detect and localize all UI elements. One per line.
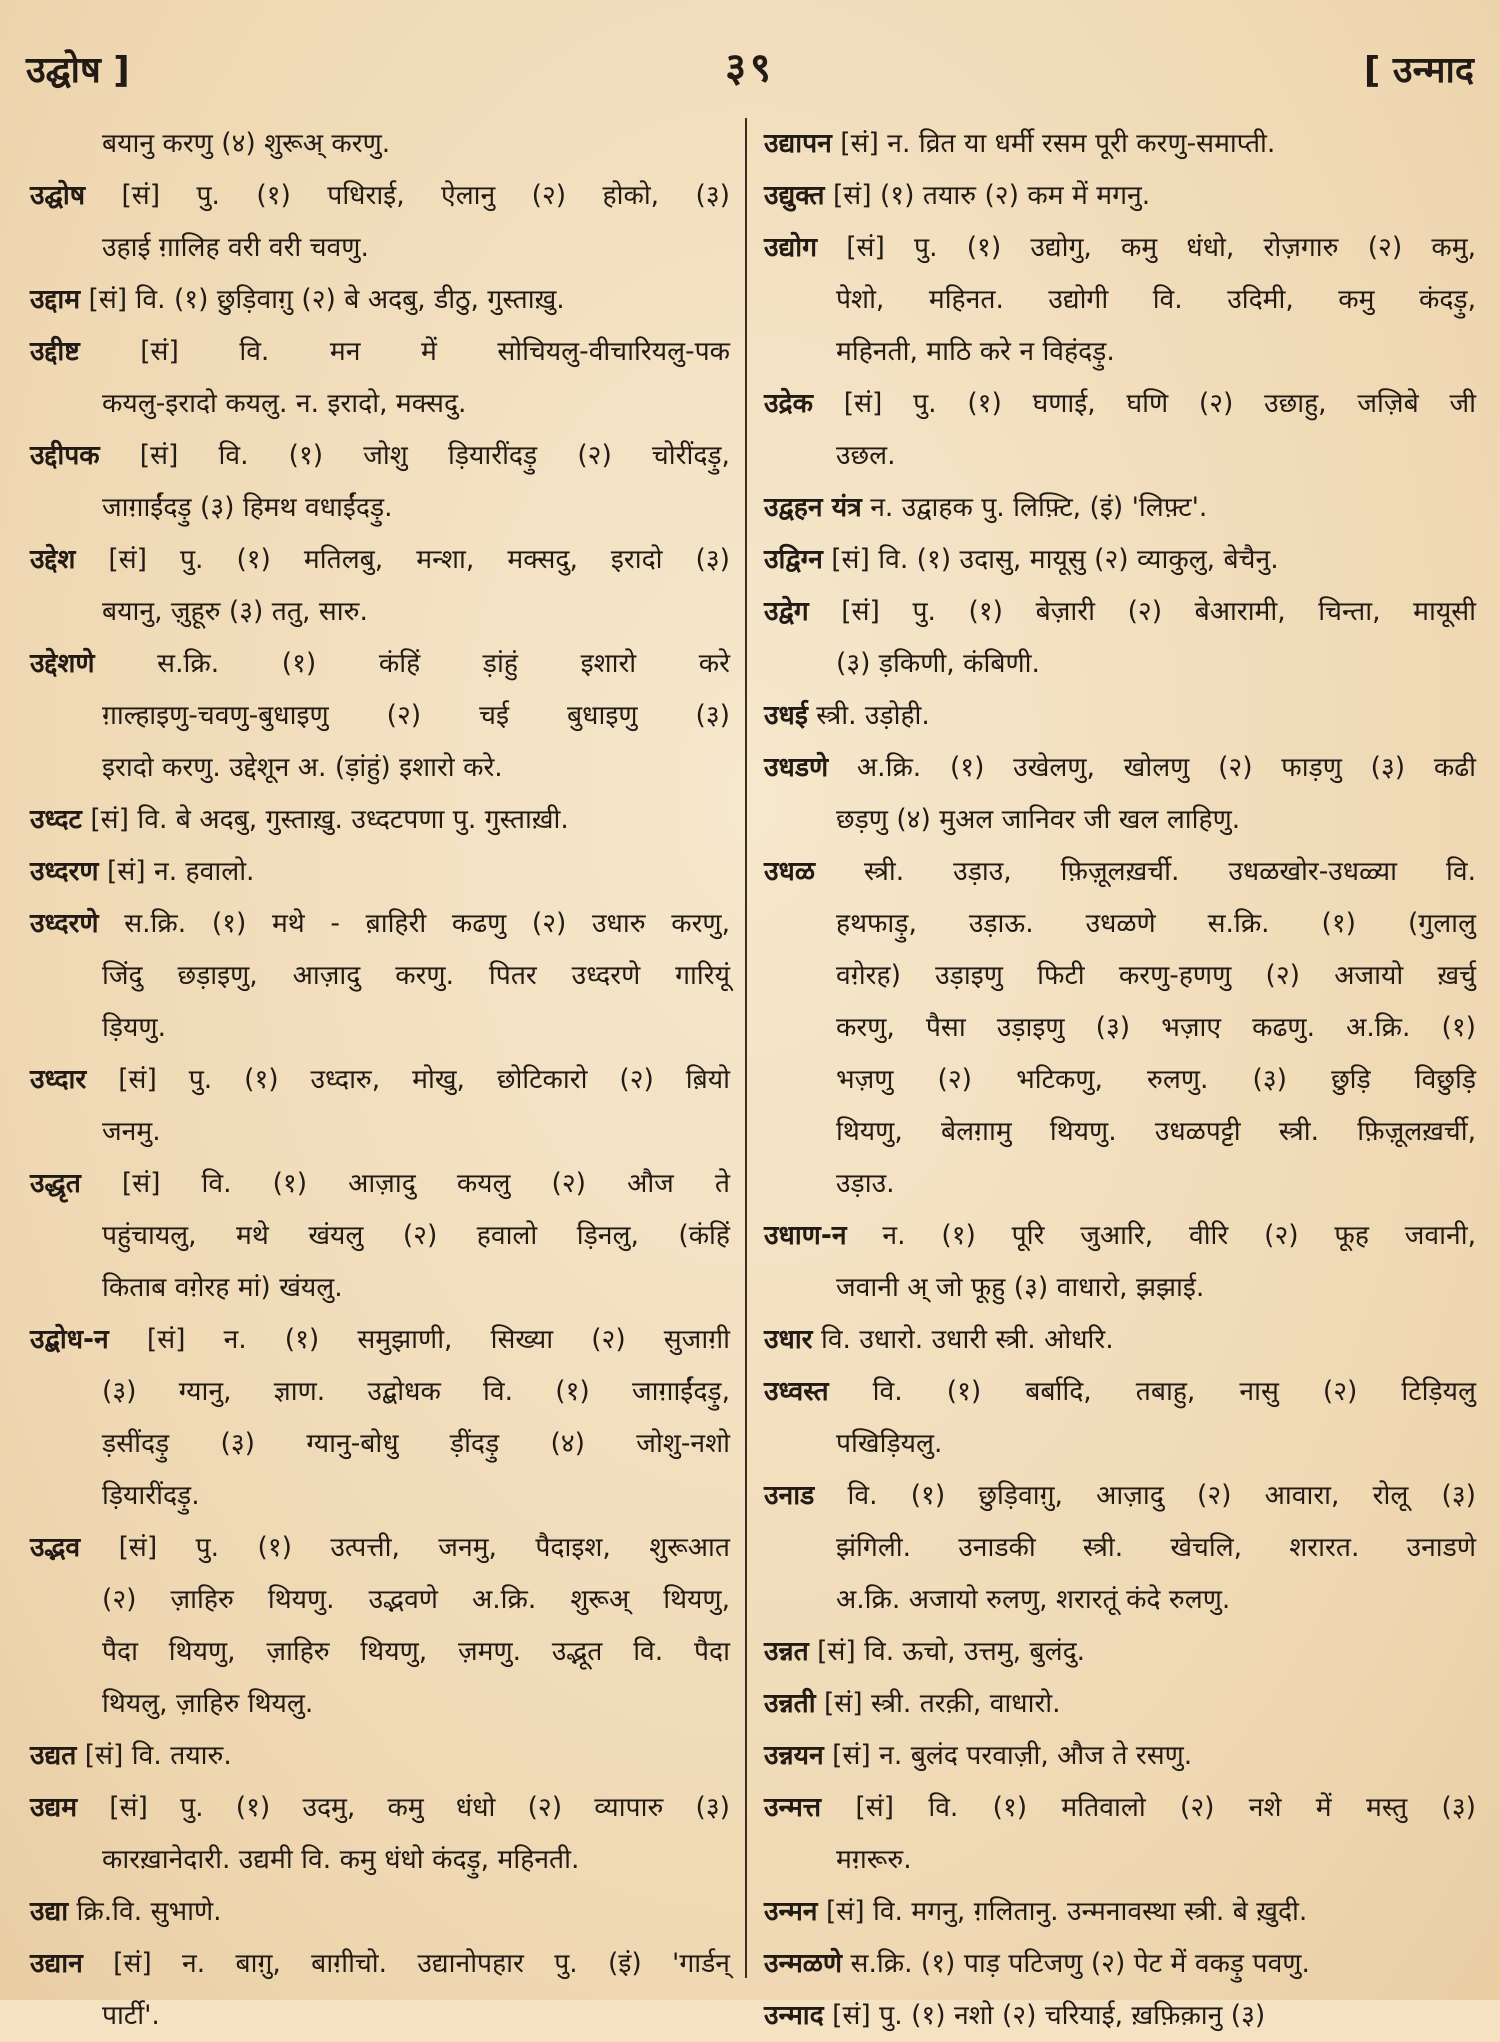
dictionary-entry [764,1314,1476,1366]
entry-first-line [764,1366,1476,1418]
headword: उद्विग्न [764,544,823,575]
entry-continuation-line: ड़सींदड़ु (३) ग्यानु-बोधु ड़ींदड़ु (४) जोशु-नशो [102,1428,730,1459]
headword: उन्माद [764,2000,824,2031]
entry-continuation-line: उछल. [836,440,896,471]
headword: उद्यान [30,1948,83,1979]
entry-continuation-line: उहाई ग़ालिह वरी वरी चवणु. [102,232,369,263]
definition-text: वि. उधारो. उधारी स्त्री. ओधरि. [812,1324,1114,1355]
dictionary-entry [764,1782,1476,1886]
definition-text: [सं] पु. (१) मतिलबु, मन्शा, मक्सदु, इरादो (३) [75,544,730,575]
definition-text: स.क्रि. (१) मथे - ब़ाहिरी कढणु (२) उधारु करणु, [98,908,730,939]
entry-first-line [764,1678,1476,1730]
headword: उद्दीष्ट [30,336,80,367]
right-column [764,118,1476,2031]
right-guide-word: [ उन्माद [1363,50,1474,91]
definition-text: क्रि.वि. सुभाणे. [68,1896,222,1927]
definition-text: स्त्री. उड़ाउ, फ़िज़ूलख़र्ची. उधळखोर-उधळ्या वि. [814,856,1476,887]
entry-continuation-line: कयलु-इरादो कयलु. न. इरादो, मक्सदु. [102,388,467,419]
entry-continuation-line: पेशो, महिनत. उद्योगी वि. उदिमी, कमु कंदड़ु, [836,284,1476,315]
entry-first-line [30,170,730,222]
entry-continuation-line: ड़ियणु. [102,1012,166,1043]
entry-first-line [30,1730,730,1782]
dictionary-entry [30,274,730,326]
headword: उद्देश [30,544,76,575]
dictionary-entry [30,1730,730,1782]
headword: उद्धृत [30,1168,81,1199]
definition-text: [सं] न. (१) समुझाणी, सिख्या (२) सुजाग़ी [108,1324,730,1355]
dictionary-entry [764,1886,1476,1938]
entry-continuation-line: थियणु, बेलग़ामु थियणु. उधळपट्टी स्त्री. फ़िज़ूलख़र्ची, [836,1116,1476,1147]
definition-text: [सं] न. बुलंद परवाज़ी, औज ते रसणु. [823,1740,1193,1771]
entry-first-line [764,1782,1476,1834]
headword: उद्घोष [30,180,86,211]
dictionary-entry [30,846,730,898]
dictionary-entry [764,378,1476,482]
definition-text: [सं] वि. (१) उदासु, मायूसु (२) व्याकुलु, बेचैनु. [822,544,1279,575]
definition-text: स.क्रि. (१) पाड़ पटिजणु (२) पेट में वकड़ु पवणु. [842,1948,1310,1979]
headword: उधळ [764,856,815,887]
headword: उद्यापन [764,128,832,159]
entry-first-line [764,690,1476,742]
entry-continuation-line: करणु, पैसा उड़ाइणु (३) भज़ाए कढणु. अ.क्रि. (१) [836,1012,1476,1043]
entry-continuation-line: (२) ज़ाहिरु थियणु. उद्भवणे अ.क्रि. शुरूअ् थियणु, [102,1584,730,1615]
dictionary-entry [30,794,730,846]
headword: उद्भव [30,1532,81,1563]
page-number: ३९ [725,45,775,91]
entry-first-line [30,1782,730,1834]
headword: उधई [764,700,808,731]
definition-text: [सं] पु. (१) पधिराई, ऐलानु (२) होको, (३) [85,180,730,211]
headword: उद्यत [30,1740,77,1771]
dictionary-entry [764,742,1476,846]
dictionary-entry [764,846,1476,1210]
entry-first-line [30,846,730,898]
entry-continuation-line: बयानु, ज़ुहूरु (३) ततु, सारु. [102,596,368,627]
definition-text: [सं] वि. (१) छुड़िवाग़ु (२) बे अदबु, डीठु, गुस्ताख़ु. [80,284,565,315]
entry-continuation-line: इरादो करणु. उद्देशून अ. (ड़ांहुं) इशारो करे. [102,752,503,783]
entry-continuation-line: कारख़ानेदारी. उद्यमी वि. कमु धंधो कंदड़ु, महिनती. [102,1844,580,1875]
entry-continuation-line: झंगिली. उनाडकी स्त्री. खेचलि, शरारत. उनाडणे [836,1532,1476,1563]
definition-text: अ.क्रि. (१) उखेलणु, खोलणु (२) फाड़णु (३) कढी [828,752,1476,783]
definition-text: [सं] पु. (१) उदमु, कमु धंधो (२) व्यापारु (३) [77,1792,730,1823]
dictionary-entry [30,898,730,1054]
definition-text: [सं] न. व्रित या धर्मी रसम पूरी करणु-समाप्ती. [831,128,1276,159]
dictionary-entry [30,1782,730,1886]
entry-first-line [764,482,1476,534]
dictionary-entry [30,534,730,638]
entry-first-line [30,1054,730,1106]
dictionary-entry [30,1158,730,1314]
entry-first-line [764,170,1476,222]
dictionary-entry [764,1366,1476,1470]
dictionary-entry [30,118,730,170]
dictionary-entry [30,430,730,534]
entry-continuation-line: जनमु. [102,1116,161,1147]
entry-first-line [30,794,730,846]
headword: उध्दार [30,1064,87,1095]
entry-first-line [30,274,730,326]
dictionary-entry [30,326,730,430]
dictionary-entry [30,1522,730,1730]
definition-text: [सं] वि. (१) आज़ादु कयलु (२) औज ते [80,1168,730,1199]
definition-text: [सं] पु. (१) बेज़ारी (२) बेआरामी, चिन्ता, मायूसी [808,596,1476,627]
headword: उन्मळणे [764,1948,843,1979]
entry-first-line [764,222,1476,274]
dictionary-entry [764,222,1476,378]
left-guide-word: उद्घोष ] [26,50,130,91]
definition-text: वि. (१) छुड़िवाग़ु, आज़ादु (२) आवारा, रोलू (३) [814,1480,1476,1511]
entry-first-line [764,1314,1476,1366]
entry-first-line [764,742,1476,794]
headword: उन्मत्त [764,1792,822,1823]
definition-text: [सं] वि. तयारु. [76,1740,232,1771]
entry-continuation-line: ग़ाल्हाइणु-चवणु-बुधाइणु (२) चई बुधाइणु (३) [102,700,730,731]
headword: उद्या [30,1896,69,1927]
dictionary-entry [30,1938,730,2042]
definition-text: स्त्री. उड़ोही. [807,700,930,731]
entry-first-line [764,118,1476,170]
entry-first-line [30,326,730,378]
headword: उद्देशणे [30,648,95,679]
entry-continuation-line: किताब वग़ेरह मां) खंयलु. [102,1272,343,1303]
entry-continuation-line: पखिड़ियलु. [836,1428,943,1459]
entry-continuation-line: पहुंचायलु, मथे खंयलु (२) हवालो ड़िनलु, (कंहिं [102,1220,730,1251]
headword: उद्वहन यंत्र [764,492,862,523]
entry-continuation-line: हथफाड़ु, उड़ाऊ. उधळणे स.क्रि. (१) (गुलालु [836,908,1476,939]
entry-first-line [764,1886,1476,1938]
headword: उन्नती [764,1688,816,1719]
entry-continuation-line: वग़ेरह) उड़ाइणु फिटी करणु-हणणु (२) अजायो ख़र्चु [836,960,1476,991]
headword: उद्दीपक [30,440,100,471]
entry-continuation-line: जिंदु छड़ाइणु, आज़ादु करणु. पितर उध्दरणे गारियूं [102,960,730,991]
dictionary-entry [764,118,1476,170]
entry-first-line [30,638,730,690]
entry-first-line [764,378,1476,430]
dictionary-entry [764,1730,1476,1782]
headword: उद्दाम [30,284,81,315]
definition-text: [सं] वि. बे अदबु, गुस्ताख़ु. उध्दटपणा पु. गुस्ताख़ी. [81,804,569,835]
headword: उध्दट [30,804,82,835]
left-column [30,118,730,2031]
entry-continuation-line: (३) ड़किणी, कंबिणी. [836,648,1040,679]
dictionary-entry [30,170,730,274]
entry-continuation-line: अ.क्रि. अजायो रुलणु, शरारतूं कंदे रुलणु. [836,1584,1231,1615]
page-header [26,30,1474,100]
dictionary-entry [30,1314,730,1522]
definition-text: स.क्रि. (१) कंहिं ड़ांहुं इशारो करे [94,648,730,679]
entry-continuation-line: पैदा थियणु, ज़ाहिरु थियणु, ज़मणु. उद्भूत वि. पैदा [102,1636,730,1667]
definition-text: [सं] वि. मन में सोचियलु-वीचारियलु-पक [79,336,730,367]
definition-text: [सं] (१) तयारु (२) कम में मगनु. [824,180,1151,211]
definition-text: [सं] पु. (१) उध्दारु, मोखु, छोटिकारो (२) ब़ियो [86,1064,730,1095]
headword: उधाण-न [764,1220,847,1251]
entry-continuation-line: पार्टी'. [102,2000,160,2031]
entry-continuation-line: ड़ियारींदड़ु. [102,1480,200,1511]
entry-first-line [764,1470,1476,1522]
entry-first-line [764,1210,1476,1262]
entry-first-line [30,1158,730,1210]
dictionary-entry [764,690,1476,742]
headword: उन्नयन [764,1740,824,1771]
entry-continuation-line: जवानी अ् जो फूहु (३) वाधारो, झझाई. [836,1272,1205,1303]
entry-first-line [764,1938,1476,1990]
entry-first-line [764,846,1476,898]
dictionary-entry [764,534,1476,586]
entry-continuation-line: मग़रूरु. [836,1844,912,1875]
headword: उध्दरणे [30,908,99,939]
entry-first-line [764,1730,1476,1782]
definition-text: [सं] वि. (१) जोशु ड़ियारींदड़ु (२) चोरींदड़ु, [99,440,730,471]
dictionary-entry [764,1678,1476,1730]
headword: उधार [764,1324,813,1355]
entry-first-line [30,430,730,482]
definition-text: वि. (१) बर्बादि, तबाहु, नासु (२) टिड़ियलु [828,1376,1476,1407]
headword: उनाड [764,1480,815,1511]
definition-text: न. (१) पूरि जुआरि, वीरि (२) फूह जवानी, [846,1220,1476,1251]
entry-continuation-line: जाग़ाईंदड़ु (३) हिमथ वधाईंदड़ु. [102,492,393,523]
definition-text: [सं] स्त्री. तरक़ी, वाधारो. [815,1688,1061,1719]
headword: उद्बोध-न [30,1324,109,1355]
dictionary-entry [30,638,730,794]
entry-continuation-line: थियलु, ज़ाहिरु थियलु. [102,1688,314,1719]
headword: उद्युक्त [764,180,825,211]
dictionary-entry [764,1210,1476,1314]
definition-text: [सं] पु. (१) उद्योगु, कमु धंधो, रोज़गारु (२) कमु, [817,232,1476,263]
dictionary-entry [764,1470,1476,1626]
definition-text: [सं] पु. (१) उत्पत्ती, जनमु, पैदाइश, शुरूआत [80,1532,730,1563]
entry-continuation-line: महिनती, माठि करे न विहंदड़ु. [836,336,1115,367]
headword: उद्रेक [764,388,813,419]
entry-first-line [764,534,1476,586]
entry-first-line [764,1626,1476,1678]
definition-text: [सं] पु. (१) नशो (२) चरियाई, ख़फ़िक़ानु (३) [823,2000,1266,2031]
headword: उधडणे [764,752,829,783]
headword: उन्नत [764,1636,809,1667]
dictionary-entry [764,1990,1476,2042]
headword: उद्वेग [764,596,809,627]
entry-first-line [764,586,1476,638]
headword: उध्वस्त [764,1376,829,1407]
headword: उध्दरण [30,856,99,887]
headword: उद्योग [764,232,817,263]
definition-text: [सं] वि. (१) मतिवालो (२) नशे में मस्तु (३) [821,1792,1476,1823]
entry-first-line [30,898,730,950]
entry-continuation-line: भज़णु (२) भटिकणु, रुलणु. (३) छुड़ि विछुड़ि [836,1064,1476,1095]
dictionary-entry [764,1626,1476,1678]
entry-continuation-line: उड़ाउ. [836,1168,895,1199]
entry-first-line: बयानु करणु (४) शुरूअ् करणु. [102,128,391,159]
entry-first-line [30,1314,730,1366]
definition-text: [सं] पु. (१) घणाई, घणि (२) उछाहु, जज़िबे जी [812,388,1476,419]
entry-first-line [764,1990,1476,2042]
entry-first-line [30,1522,730,1574]
column-divider [745,118,747,1978]
entry-continuation-line: (३) ग्यानु, ज्ञाण. उद्बोधक वि. (१) जाग़ाईंदड़ु, [102,1376,730,1407]
definition-text: [सं] वि. मगनु, ग़लितानु. उन्मनावस्था स्त्री. बे ख़ुदी. [817,1896,1308,1927]
entry-continuation-line: छड़णु (४) मुअल जानिवर जी खल लाहिणु. [836,804,1241,835]
headword: उद्यम [30,1792,78,1823]
entry-first-line [30,1886,730,1938]
definition-text: न. उद्वाहक पु. लिफ़्टि, (इं) 'लिफ़्ट'. [861,492,1208,523]
entry-first-line [30,534,730,586]
definition-text: [सं] न. हवालो. [98,856,255,887]
dictionary-entry [30,1054,730,1158]
headword: उन्मन [764,1896,818,1927]
definition-text: [सं] वि. ऊचो, उत्तमु, बुलंदु. [808,1636,1086,1667]
dictionary-entry [764,170,1476,222]
entry-first-line [30,1938,730,1990]
dictionary-entry [764,1938,1476,1990]
dictionary-entry [764,482,1476,534]
dictionary-entry [30,1886,730,1938]
definition-text: [सं] न. बाग़ु, बाग़ीचो. उद्यानोपहार पु. (इं) 'गार्डन् [82,1948,730,1979]
dictionary-entry [764,586,1476,690]
